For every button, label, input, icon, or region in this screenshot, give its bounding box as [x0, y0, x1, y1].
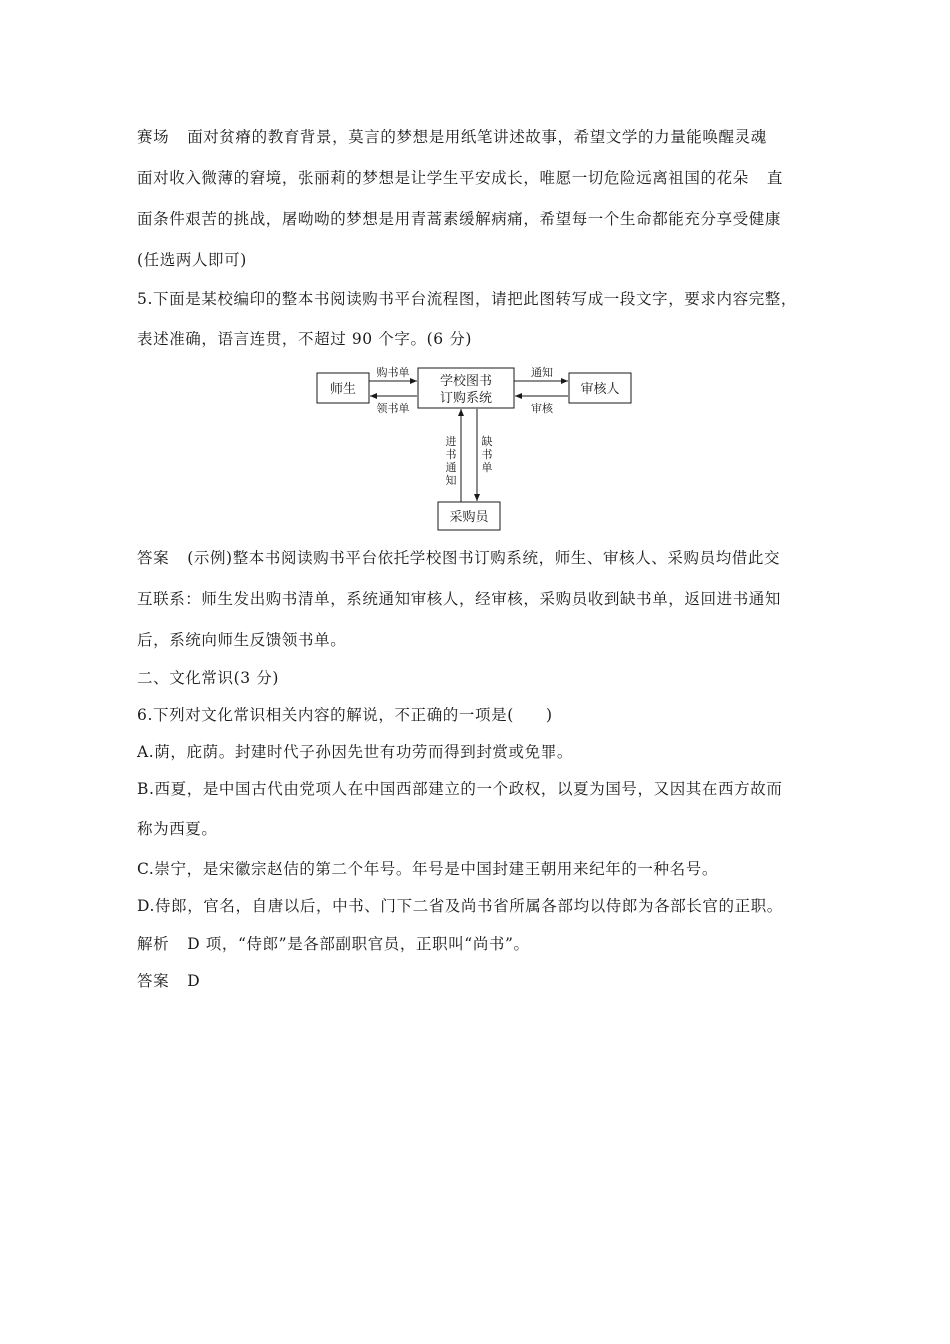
q4-answer-line-2b: 直: [766, 169, 783, 187]
node-system-label-1: 学校图书: [439, 374, 493, 389]
label-notify: 通知: [531, 366, 553, 379]
node-system-label-2: 订购系统: [439, 391, 493, 406]
q5-question-line-1: 5.下面是某校编印的整本书阅读购书平台流程图，请把此图转写成一段文字，要求内容完整，: [137, 290, 797, 308]
q6-analysis-text: D 项，“侍郎”是各部副职官员，正职叫“尚书”。: [187, 935, 530, 953]
label-purchase-list: 购书单: [376, 366, 410, 379]
q4-answer-line-2a: 面对收入微薄的窘境，张丽莉的梦想是让学生平安成长，唯愿一切危险远离祖国的花朵: [137, 169, 749, 187]
q5-answer-text-1: (示例)整本书阅读购书平台依托学校图书订购系统，师生、审核人、采购员均借此交: [187, 549, 781, 567]
q6-option-a: A.荫，庇荫。封建时代子孙因先世有功劳而得到封赏或免罪。: [137, 743, 573, 761]
q6-analysis-label: 解析: [137, 935, 170, 953]
q4-answer-line-1a: 赛场: [137, 128, 170, 146]
q4-answer-line-4: (任选两人即可): [137, 251, 247, 269]
q6-option-b-line-2: 称为西夏。: [137, 820, 218, 838]
label-stock-in-notice-1: 进: [445, 435, 457, 448]
node-reviewer-label: 审核人: [580, 382, 620, 397]
q6-answer-value: D: [187, 972, 201, 990]
q6-option-c: C.崇宁，是宋徽宗赵佶的第二个年号。年号是中国封建王朝用来纪年的一种名号。: [137, 860, 718, 878]
node-buyer-label: 采购员: [449, 510, 489, 525]
q5-question-line-2: 表述准确，语言连贯，不超过 90 个字。(6 分): [137, 330, 472, 348]
q6-option-d: D.侍郎，官名，自唐以后，中书、门下二省及尚书省所属各部均以侍郎为各部长官的正职。: [137, 897, 783, 915]
q6-answer-label: 答案: [137, 972, 170, 990]
q4-answer-line-1b: 面对贫瘠的教育背景，莫言的梦想是用纸笔讲述故事，希望文学的力量能唤醒灵魂: [187, 128, 767, 146]
label-stock-in-notice-4: 知: [445, 474, 457, 487]
q4-answer-line-3: 面条件艰苦的挑战，屠呦呦的梦想是用青蒿素缓解病痛，希望每一个生命都能充分享受健康: [137, 210, 782, 228]
label-shortage-list-1: 缺: [481, 435, 493, 448]
book-purchase-flowchart: [0, 0, 950, 540]
label-stock-in-notice-2: 书: [445, 448, 457, 461]
q6-analysis: [137, 933, 827, 955]
label-receive-list: 领书单: [376, 402, 410, 415]
q5-answer-line-3: 后，系统向师生反馈领书单。: [137, 631, 347, 649]
q5-answer-line-1: [137, 547, 827, 569]
node-teacher-label: 师生: [329, 382, 357, 397]
label-shortage-list-2: 书: [481, 448, 493, 461]
q5-answer-label: 答案: [137, 549, 170, 567]
label-review: 审核: [531, 402, 553, 415]
section-2-heading: 二、文化常识(3 分): [137, 669, 279, 687]
q5-answer-line-2: 互联系：师生发出购书清单，系统通知审核人，经审核，采购员收到缺书单，返回进书通知: [137, 590, 782, 608]
q6-option-b-line-1: B.西夏，是中国古代由党项人在中国西部建立的一个政权，以夏为国号，又因其在西方故而: [137, 780, 783, 798]
q6-answer: [137, 970, 827, 992]
label-shortage-list-3: 单: [481, 461, 493, 474]
label-stock-in-notice-3: 通: [445, 461, 457, 474]
q6-question: 6.下列对文化常识相关内容的解说，不正确的一项是( ): [137, 706, 553, 724]
